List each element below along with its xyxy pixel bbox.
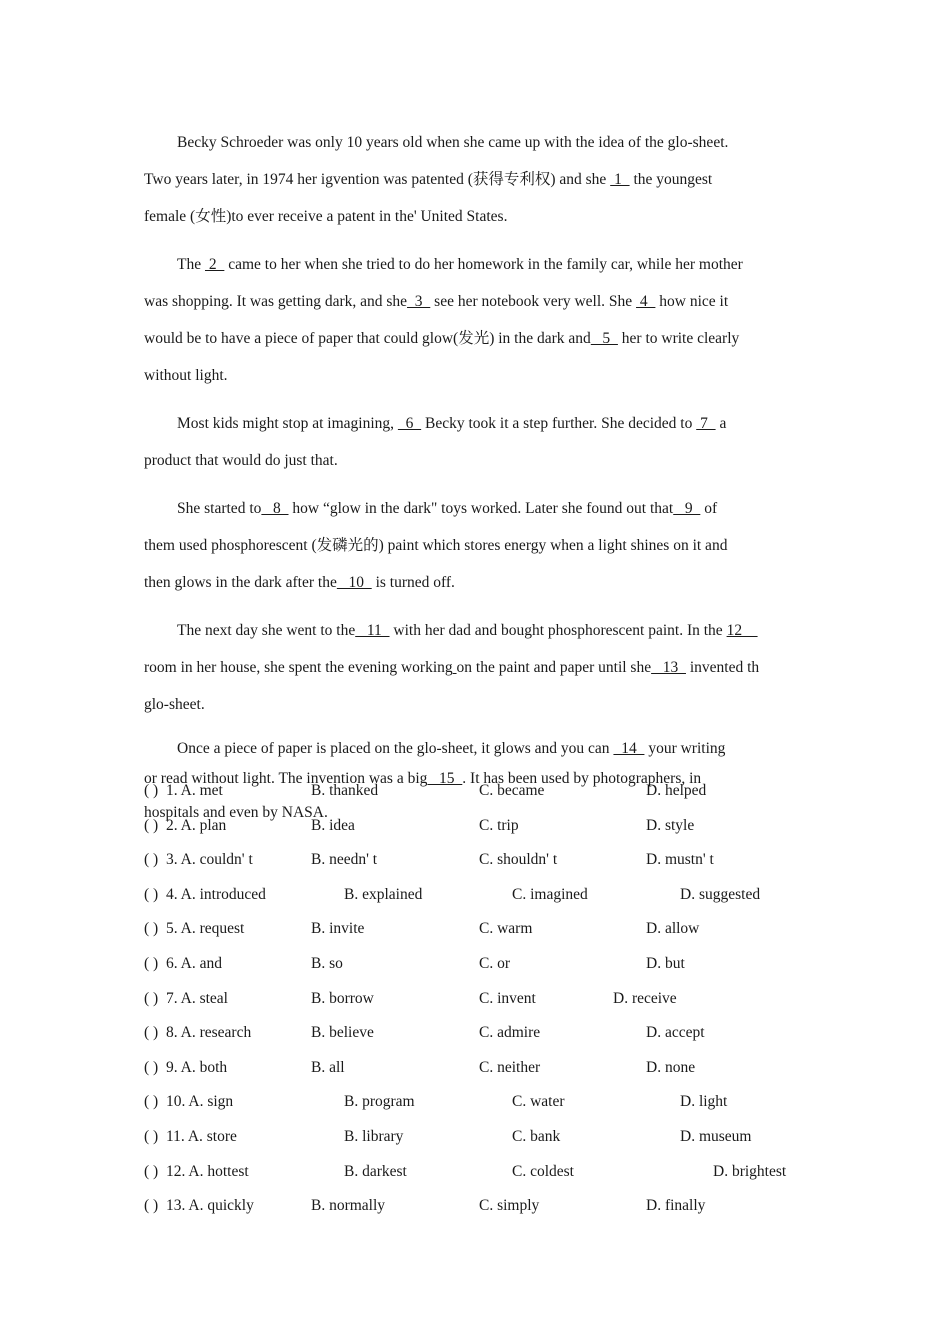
question-row-8	[144, 1016, 808, 1051]
option-c[interactable]: C. coldest	[512, 1162, 574, 1180]
question-row-3	[144, 843, 808, 878]
option-b[interactable]: B. borrow	[311, 989, 374, 1007]
blank-12[interactable]: 12	[726, 622, 758, 639]
blank-9[interactable]: 9	[673, 500, 701, 517]
option-d[interactable]: D. brightest	[713, 1162, 787, 1180]
passage-line: was shopping. It was getting dark, and she 3 see her notebook very well. She 4 how nice it	[144, 293, 729, 310]
option-c[interactable]: C. warm	[479, 920, 533, 938]
blank-2[interactable]: 2	[204, 256, 225, 273]
passage-line: glo-sheet.	[144, 696, 205, 713]
option-d[interactable]: D. none	[646, 1058, 696, 1076]
option-a[interactable]: 6. A. and	[166, 954, 222, 972]
blank-5[interactable]: 5	[590, 330, 618, 347]
option-a[interactable]: 5. A. request	[166, 920, 245, 938]
blank-13[interactable]: 13	[651, 659, 686, 676]
option-c[interactable]: C. bank	[512, 1127, 561, 1145]
option-b[interactable]: B. invite	[311, 920, 365, 938]
option-d[interactable]: D. helped	[646, 782, 707, 799]
question-row-2	[144, 809, 808, 844]
passage-line: them used phosphorescent (发磷光的) paint which stores energy when a light shines on it and	[144, 537, 728, 554]
answer-bracket[interactable]: ( )	[144, 920, 159, 938]
blank-3[interactable]: 3	[407, 293, 431, 310]
answer-bracket[interactable]: ( )	[144, 782, 159, 799]
option-b[interactable]: B. explained	[344, 885, 423, 903]
blank-10[interactable]: 10	[336, 574, 372, 591]
option-c[interactable]: C. trip	[479, 816, 519, 834]
blank-7[interactable]: 7	[696, 415, 716, 432]
option-a[interactable]: 8. A. research	[166, 1024, 252, 1042]
option-d[interactable]: D. finally	[646, 1197, 706, 1215]
option-b[interactable]: B. so	[311, 954, 343, 972]
question-row-1	[144, 774, 808, 809]
passage-line: She started to 8 how “glow in the dark" toys worked. Later she found out that 9 of	[177, 500, 718, 517]
question-row-11	[144, 1120, 808, 1155]
option-d[interactable]: D. allow	[646, 920, 700, 938]
option-c[interactable]: C. invent	[479, 989, 536, 1007]
blank-6[interactable]: 6	[397, 415, 422, 432]
option-b[interactable]: B. thanked	[311, 782, 379, 799]
paragraph-5	[144, 612, 808, 723]
option-c[interactable]: C. became	[479, 782, 545, 799]
blank-1[interactable]: 1	[610, 171, 630, 188]
option-c[interactable]: C. simply	[479, 1197, 540, 1215]
question-row-7	[144, 982, 808, 1017]
blank-14[interactable]: 14	[613, 740, 645, 757]
option-b[interactable]: B. library	[344, 1127, 404, 1145]
option-c[interactable]: C. imagined	[512, 885, 588, 903]
answer-bracket[interactable]: ( )	[144, 851, 159, 869]
answer-bracket[interactable]: ( )	[144, 1058, 159, 1076]
option-d[interactable]: D. mustn' t	[646, 851, 714, 869]
blank-11[interactable]: 11	[355, 622, 390, 639]
answer-bracket[interactable]: ( )	[144, 1162, 159, 1180]
passage-line: then glows in the dark after the 10 is turned off.	[144, 574, 455, 591]
option-c[interactable]: C. shouldn' t	[479, 851, 558, 869]
paragraph-1	[144, 124, 808, 235]
option-a[interactable]: 4. A. introduced	[166, 885, 266, 903]
option-c[interactable]: C. water	[512, 1093, 565, 1111]
passage-line: product that would do just that.	[144, 452, 338, 469]
option-c[interactable]: C. neither	[479, 1058, 541, 1076]
question-row-4	[144, 878, 808, 913]
passage-line: or read without light. The invention was a big 15 . It has been used by photographers, in	[144, 770, 702, 787]
passage-line: without light.	[144, 367, 228, 384]
option-d[interactable]: D. but	[646, 954, 685, 972]
option-b[interactable]: B. believe	[311, 1024, 374, 1042]
reading-passage	[144, 124, 808, 842]
answer-options	[144, 774, 808, 1224]
paragraph-4	[144, 490, 808, 601]
passage-line: Becky Schroeder was only 10 years old when she came up with the idea of the glo-sheet.	[177, 134, 729, 151]
question-row-13	[144, 1189, 808, 1224]
question-row-9	[144, 1051, 808, 1086]
answer-bracket[interactable]: ( )	[144, 1024, 159, 1042]
option-d[interactable]: D. museum	[680, 1127, 752, 1145]
option-d[interactable]: D. accept	[646, 1024, 705, 1042]
passage-line: room in her house, she spent the evening working on the paint and paper until she 13 invented th	[144, 659, 760, 676]
option-b[interactable]: B. program	[344, 1093, 415, 1111]
question-row-10	[144, 1085, 808, 1120]
answer-bracket[interactable]: ( )	[144, 1197, 159, 1215]
option-d[interactable]: D. light	[680, 1093, 728, 1111]
option-c[interactable]: C. admire	[479, 1024, 541, 1042]
option-b[interactable]: B. needn' t	[311, 851, 378, 869]
passage-line: hospitals and even by NASA.	[144, 804, 328, 821]
blank-8[interactable]: 8	[261, 500, 289, 517]
option-d[interactable]: D. receive	[613, 989, 677, 1007]
passage-line: Two years later, in 1974 her igvention was patented (获得专利权) and she 1 the youngest	[144, 171, 713, 188]
option-a[interactable]: 11. A. store	[166, 1127, 237, 1145]
option-a[interactable]: 12. A. hottest	[166, 1162, 249, 1180]
option-a[interactable]: 9. A. both	[166, 1058, 228, 1076]
answer-bracket[interactable]: ( )	[144, 989, 159, 1007]
option-b[interactable]: B. idea	[311, 816, 355, 834]
option-a[interactable]: 10. A. sign	[166, 1093, 234, 1111]
option-a[interactable]: 7. A. steal	[166, 989, 228, 1007]
question-row-5	[144, 912, 808, 947]
paragraph-2	[144, 246, 808, 394]
option-a[interactable]: 13. A. quickly	[166, 1197, 254, 1215]
passage-line: The 2 came to her when she tried to do her homework in the family car, while her mother	[177, 256, 743, 273]
answer-bracket[interactable]: ( )	[144, 816, 159, 834]
passage-line: Most kids might stop at imagining, 6 Becky took it a step further. She decided to 7 a	[177, 415, 727, 432]
option-b[interactable]: B. darkest	[344, 1162, 407, 1180]
question-row-12	[144, 1155, 808, 1190]
blank-4[interactable]: 4	[636, 293, 656, 310]
passage-line: Once a piece of paper is placed on the glo-sheet, it glows and you can 14 your writing	[177, 740, 726, 757]
answer-bracket[interactable]: ( )	[144, 1093, 159, 1111]
option-a[interactable]: 2. A. plan	[166, 816, 227, 834]
answer-bracket[interactable]: ( )	[144, 885, 159, 903]
blank-15[interactable]: 15	[427, 770, 463, 787]
passage-line: would be to have a piece of paper that could glow(发光) in the dark and 5 her to write clearly	[144, 330, 740, 347]
passage-line: female (女性)to ever receive a patent in the' United States.	[144, 208, 508, 225]
option-d[interactable]: D. style	[646, 816, 695, 834]
option-d[interactable]: D. suggested	[680, 885, 761, 903]
option-a[interactable]: 1. A. met	[166, 782, 223, 799]
option-a[interactable]: 3. A. couldn' t	[166, 851, 253, 869]
option-b[interactable]: B. normally	[311, 1197, 386, 1215]
passage-line: The next day she went to the 11 with her dad and bought phosphorescent paint. In the 12	[177, 622, 758, 639]
question-row-6	[144, 947, 808, 982]
option-b[interactable]: B. all	[311, 1058, 345, 1076]
answer-bracket[interactable]: ( )	[144, 954, 159, 972]
paragraph-3	[144, 405, 808, 479]
option-c[interactable]: C. or	[479, 954, 510, 972]
answer-bracket[interactable]: ( )	[144, 1127, 159, 1145]
